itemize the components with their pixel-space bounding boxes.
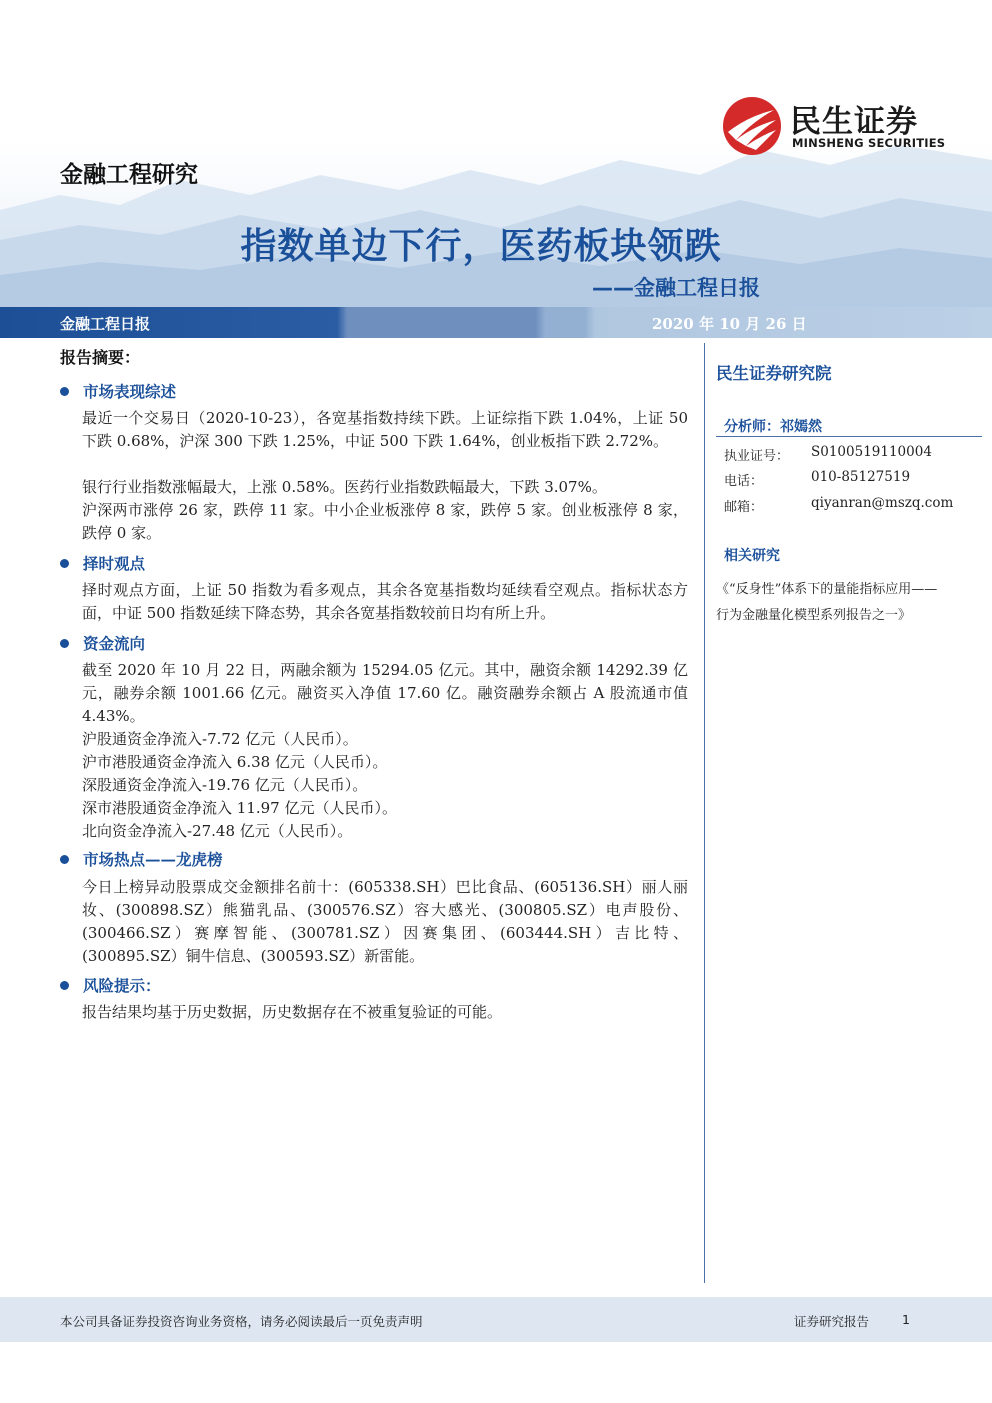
paragraph: 沪股通资金净流入-7.72 亿元（人民币）。 <box>82 730 358 748</box>
analyst-name: 分析师：祁嫣然 <box>724 419 822 435</box>
footer-disclaimer: 本公司具备证券投资咨询业务资格，请务必阅读最后一页免责声明 <box>60 1314 423 1329</box>
license-value: S0100519110004 <box>811 444 932 460</box>
bullet-dot-icon <box>60 387 69 396</box>
section-heading-text: 市场热点——龙虎榜 <box>83 850 223 869</box>
section-heading-text: 风险提示： <box>83 976 161 995</box>
related-research-heading: 相关研究 <box>724 548 780 564</box>
report-category: 金融工程研究 <box>60 162 198 188</box>
minsheng-logo-icon <box>722 96 782 156</box>
section-heading-text: 择时观点 <box>83 554 146 573</box>
paragraph: 深市港股通资金净流入 11.97 亿元（人民币）。 <box>82 799 397 817</box>
report-subtitle: ——金融工程日报 <box>592 276 760 300</box>
paragraph: 沪市港股通资金净流入 6.38 亿元（人民币）。 <box>82 753 388 771</box>
paragraph: 银行行业指数涨幅最大，上涨 0.58%。医药行业指数跌幅最大，下跌 3.07%。 <box>82 478 607 496</box>
banner-date: 2020 年 10 月 26 日 <box>652 315 807 333</box>
summary-heading: 报告摘要： <box>60 348 141 367</box>
paragraph: 截至 2020 年 10 月 22 日，两融余额为 15294.05 亿元。其中，融资余额 14292.39 亿元，融券余额 1001.66 亿元。融资买入净值 17.60 亿。融资融券余额占 A 股流通市值 4.43%。 <box>82 661 688 725</box>
email-label: 邮箱： <box>724 500 764 515</box>
logo-cn-text: 民生证券 <box>790 104 918 140</box>
section-heading-text: 市场表现综述 <box>83 382 177 401</box>
title-banner <box>0 307 992 338</box>
bullet-dot-icon <box>60 981 69 990</box>
paragraph: 今日上榜异动股票成交金额排名前十：(605338.SH）巴比食品、(605136.SH）丽人丽妆、(300898.SZ）熊猫乳品、(300576.SZ）容大感光、(300805.SZ）电声股份、(300466.SZ）赛摩智能、(300781.SZ）因赛集团、(603444.SH）吉比特、(300895.SZ）铜牛信息、(300593.SZ）新雷能。 <box>82 878 688 965</box>
paragraph: 沪深两市涨停 26 家，跌停 11 家。中小企业板涨停 8 家，跌停 5 家。创业板涨停 8 家，跌停 0 家。 <box>82 501 688 542</box>
email-value: qiyanran@mszq.com <box>811 495 954 511</box>
section-heading-hotspot <box>60 848 223 870</box>
research-institute: 民生证券研究院 <box>716 364 832 383</box>
license-label: 执业证号： <box>724 449 790 464</box>
section-heading-risk <box>60 974 161 996</box>
bullet-dot-icon <box>60 639 69 648</box>
related-research-link[interactable]: 行为金融量化模型系列报告之一》 <box>716 608 912 623</box>
phone-label: 电话： <box>724 474 764 489</box>
analyst-divider <box>716 436 982 437</box>
paragraph: 择时观点方面，上证 50 指数为看多观点，其余各宽基指数均延续看空观点。指标状态方面，中证 500 指数延续下降态势，其余各宽基指数较前日均有所上升。 <box>82 581 688 622</box>
logo-en-text: MINSHENG SECURITIES <box>792 136 946 150</box>
column-divider <box>704 343 705 1283</box>
bullet-dot-icon <box>60 855 69 864</box>
paragraph: 深股通资金净流入-19.76 亿元（人民币）。 <box>82 776 368 794</box>
section-heading-market <box>60 380 176 402</box>
page-number: 1 <box>902 1312 910 1327</box>
related-research-link[interactable]: 《“反身性”体系下的量能指标应用—— <box>716 582 938 597</box>
phone-value: 010-85127519 <box>811 469 911 485</box>
paragraph: 北向资金净流入-27.48 亿元（人民币）。 <box>82 822 353 840</box>
bullet-dot-icon <box>60 559 69 568</box>
report-title: 指数单边下行，医药板块领跌 <box>240 226 722 267</box>
section-heading-text: 资金流向 <box>83 634 146 653</box>
section-heading-fund-flow <box>60 632 145 654</box>
section-heading-timing <box>60 552 145 574</box>
footer-report-type: 证券研究报告 <box>794 1314 870 1329</box>
paragraph: 最近一个交易日（2020-10-23），各宽基指数持续下跌。上证综指下跌 1.04%，上证 50 下跌 0.68%，沪深 300 下跌 1.25%，中证 500 下跌 1.64%，创业板指下跌 2.72%。 <box>82 409 688 450</box>
minsheng-logo <box>722 96 952 156</box>
page-footer <box>0 1297 992 1342</box>
paragraph: 报告结果均基于历史数据，历史数据存在不被重复验证的可能。 <box>82 1003 503 1021</box>
banner-report-name: 金融工程日报 <box>60 315 151 333</box>
